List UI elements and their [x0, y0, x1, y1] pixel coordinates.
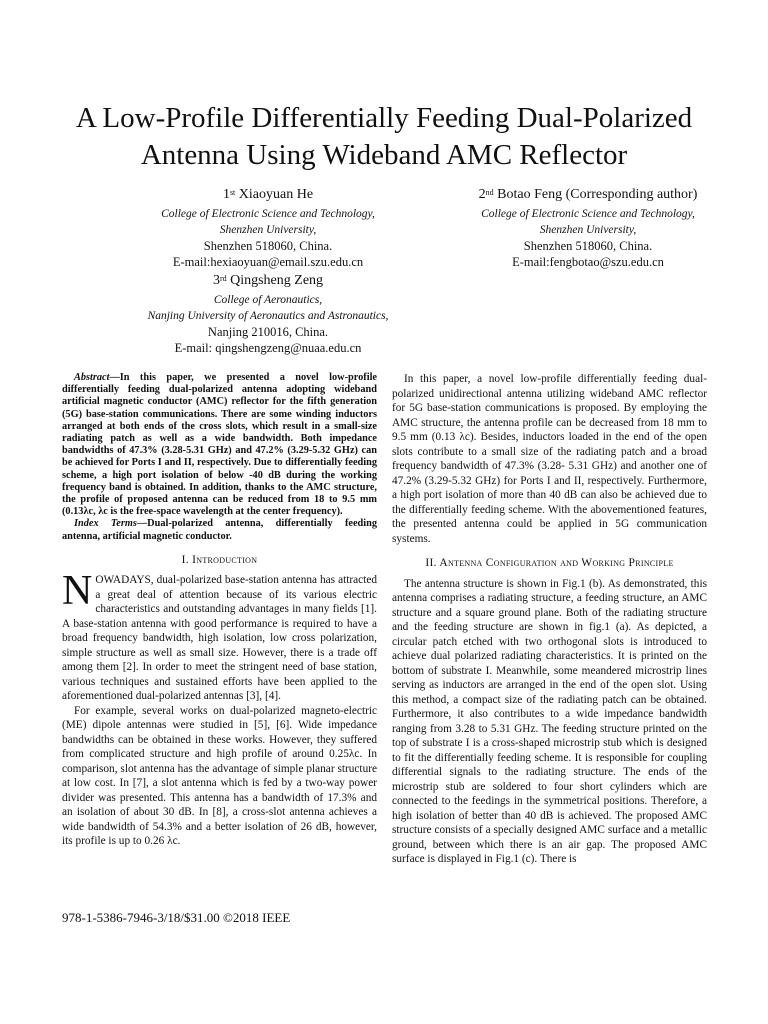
author-email: E-mail: qingshengzeng@nuaa.edu.cn — [174, 341, 362, 355]
author-email: E-mail:fengbotao@szu.edu.cn — [512, 255, 664, 269]
author-name: 1st Xiaoyuan He — [222, 187, 314, 202]
author-dept: College of Electronic Science and Technology, — [481, 208, 695, 220]
section-heading-introduction: I. Introduction — [181, 553, 258, 566]
title-line-1: A Low-Profile Differentially Feeding Dual-Polarized — [75, 102, 693, 134]
intro-paragraph-1 — [62, 568, 377, 704]
drop-cap: N — [62, 568, 93, 615]
author-univ: Shenzhen University, — [539, 224, 637, 236]
intro-paragraph-2: For example, several works on dual-polarized magneto-electric (ME) dipole antennas were studied in [5], [6]. Wide impedance bandwidths can be obtained in these works. However, they suffered from complicated structure and high profile of around 0.25λc. In comparison, slot antenna has the advantage of simple planar structure at low cost. In [7], a slot antenna which is fed by a two-way power divider was presented. This antenna has a bandwidth of 17.3% and an isolation of about 30 dB. In [8], a cross-slot antenna achieves a wide bandwidth of 54.3% and a better isolation of 26 dB, however, its profile is up to 0.26 λc. — [62, 704, 377, 848]
abstract — [62, 372, 377, 518]
author-email: E-mail:hexiaoyuan@email.szu.edu.cn — [172, 255, 364, 269]
copyright-footer: 978-1-5386-7946-3/18/$31.00 ©2018 IEEE — [62, 910, 291, 925]
author-univ: Shenzhen University, — [219, 224, 317, 236]
right-paragraph-2: The antenna structure is shown in Fig.1 (b). As demonstrated, this antenna comprises a radiating structure, a feeding structure, an AMC structure and a square ground plane. Both of the radiating structure and the feeding structure are shown in fig.1 (a). As depicted, a circular patch etched with two orthogonal slots is introduced to achieve dual polarized radiating characteristics. It is printed on the bottom of substrate I. Meanwhile, some meandered microstrip lines serving as inductors are arranged in the end of the open slot. Using this method, a compact size of the radiating patch can be obtained. Furthermore, it also contributes to a wide impedance bandwidth ranging from 3.28 to 5.31 GHz. The feeding structure printed on the top of substrate I is a cross-shaped microstrip stub which is designed to fit the differentially feeding scheme. It is responsible for coupling differential signals to the radiating structure. The ends of the microstrip stub are soldered to four short cylinders which are connected to the feedings in the symmetrical positions. Therefore, a high isolation of better than 40 dB is achieved. The proposed AMC structure consists of a specially designed AMC surface and a metallic ground, between which there is an air gap. The proposed AMC surface is displayed in Fig.1 (c). There is — [392, 577, 707, 865]
abstract-text: —In this paper, we presented a novel low-profile differentially feeding dual-polarized antenna adopting wideband artificial magnetic conductor (AMC) reflector for the fifth generation (5G) base-station communications. There are some winding inductors arranged at both ends of the cross slots, which result in a small-size radiating patch as well as a wide bandwidth. Both impedance bandwidths of 47.3% (3.28-5.31 GHz) and 47.2% (3.29-5.32 GHz) can be achieved for Ports I and II, respectively. Due to differentially feeding scheme, a high port isolation of below -40 dB during the working frequency band is obtained. In addition, thanks to the AMC structure, the profile of proposed antenna can be reduced from 18 to 9.5 mm (0.13λc, λc is the free-space wavelength at the center frequency). — [62, 372, 377, 518]
left-column — [62, 372, 377, 849]
author-name: 3rd Qingsheng Zeng — [212, 273, 324, 288]
section-heading-antenna-configuration: II. Antenna Configuration and Working Principle — [425, 557, 674, 569]
right-paragraph-1: In this paper, a novel low-profile differentially feeding dual-polarized unidirectional antenna utilizing wideband AMC reflector for 5G base-station communications is proposed. By employing the AMC structure, the antenna profile can be decreased from 18 mm to 9.5 mm (0.13 λc). Besides, inductors loaded in the end of the open slots contribute to a small size of the radiating patch and a broad frequency bandwidth of 47.3% (3.28- 5.31 GHz) and another one of 47.2% (3.29-5.32 GHz) for Ports I and II, respectively. Furthermore, a high port isolation of more than 40 dB can also be achieved due to the differentially feeding scheme. With the abovementioned features, the presented antenna could be applied in 5G communication systems. — [392, 373, 707, 545]
author-block-1 — [120, 186, 416, 270]
author-dept: College of Electronic Science and Technology, — [161, 208, 375, 220]
author-dept: College of Aeronautics, — [213, 294, 323, 306]
index-terms-label: Index Terms — [74, 518, 137, 530]
author-univ: Nanjing University of Aeronautics and Astronautics, — [147, 310, 389, 322]
author-city: Shenzhen 518060, China. — [523, 239, 653, 253]
abstract-label: Abstract — [74, 372, 110, 383]
author-city: Shenzhen 518060, China. — [203, 239, 333, 253]
right-column — [392, 372, 707, 867]
author-city: Nanjing 210016, China. — [207, 325, 329, 339]
intro-paragraph-1-text: OWADAYS, dual-polarized base-station antenna has attracted a great deal of attention because of its various electric characteristics and outstanding advantages in many fields [1]. A base-station antenna with good performance is required to have a broad frequency bandwidth, high isolation, low cross polarization, simple structure as well as small size. However, there is a trade off among them [2]. In order to meet the stringent need of base station, various techniques and sustained efforts have been applied to the aforementioned dual-polarized antennas [3], [4]. — [62, 574, 377, 703]
author-name: 2nd Botao Feng (Corresponding author) — [478, 187, 698, 202]
author-block-2 — [440, 186, 736, 270]
index-terms — [62, 518, 377, 542]
author-block-3 — [110, 272, 426, 356]
title-line-2: Antenna Using Wideband AMC Reflector — [140, 139, 628, 171]
index-terms-text: —Dual-polarized antenna, differentially feeding antenna, artificial magnetic conductor. — [62, 518, 377, 542]
paper-title — [20, 100, 748, 174]
